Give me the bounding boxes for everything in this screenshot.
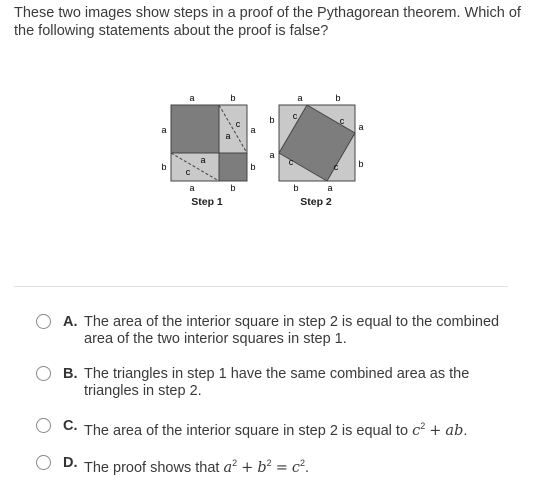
divider <box>14 286 508 287</box>
option-d-math-equals: = <box>275 459 288 476</box>
step1-top-label-b: b <box>230 93 236 103</box>
option-a-text: The area of the interior square in step 2 is equal to the combined area of the two interior squares in step 1. <box>84 314 500 347</box>
step1-right-label-b: b <box>250 162 256 172</box>
step2-right-label-b: b <box>358 159 364 169</box>
step2-top-label-b: b <box>335 93 341 103</box>
option-c-letter: C. <box>63 418 78 434</box>
option-d-math-exp-b: 2 <box>266 458 272 468</box>
option-d-math-exp-a: 2 <box>232 458 238 468</box>
option-c-math-plus: + <box>429 422 442 439</box>
step2-left-label-a: a <box>269 150 275 160</box>
step2-inner-label-c-3: c <box>288 157 294 167</box>
option-d-math-exp-c: 2 <box>300 458 306 468</box>
option-d-letter: D. <box>63 455 78 471</box>
step2-diagram <box>269 93 363 208</box>
option-c-math-ab: ab <box>445 422 464 439</box>
option-d-math-plus: + <box>241 459 254 476</box>
option-c-text-after: . <box>463 422 468 439</box>
step2-inner-label-c-4: c <box>333 162 339 172</box>
step1-diagram <box>161 93 255 208</box>
step2-top-label-a: a <box>297 93 303 103</box>
option-a-letter: A. <box>63 314 78 330</box>
option-c-text <box>84 418 504 440</box>
option-b-radio[interactable] <box>36 366 51 381</box>
step1-left-label-b: b <box>161 162 167 172</box>
option-c-math-exp: 2 <box>420 421 426 431</box>
option-b-letter: B. <box>63 366 78 382</box>
option-c-math-c: c <box>412 422 421 439</box>
option-a-radio[interactable] <box>36 314 51 329</box>
step1-top-label-a: a <box>189 93 195 103</box>
step1-square-b <box>219 153 247 181</box>
step1-bottom-label-a: a <box>189 183 195 193</box>
step2-bottom-label-b: b <box>293 183 299 193</box>
step1-inner-label-c-upper: c <box>235 119 241 129</box>
step1-inner-label-a-lower: a <box>200 155 206 165</box>
option-d-text-after: . <box>305 459 310 476</box>
option-d-text-before: The proof shows that <box>84 459 220 476</box>
step1-left-label-a: a <box>161 125 167 135</box>
step2-bottom-label-a: a <box>327 183 333 193</box>
option-d-radio[interactable] <box>36 455 51 470</box>
step1-caption: Step 1 <box>191 196 223 208</box>
step2-inner-label-c-1: c <box>292 111 298 121</box>
pythagorean-proof-figure <box>150 86 390 221</box>
option-b-text: The triangles in step 1 have the same combined area as the triangles in step 2. <box>84 366 470 399</box>
step1-square-a <box>171 105 219 153</box>
step1-bottom-label-b: b <box>230 183 236 193</box>
option-d-math-a: a <box>223 459 233 476</box>
option-d-math-c: c <box>291 459 300 476</box>
option-d-math-b: b <box>257 459 267 476</box>
option-d-text <box>84 455 504 477</box>
step1-right-label-a: a <box>250 125 256 135</box>
step2-inner-label-c-2: c <box>339 116 345 126</box>
step1-inner-label-c-lower: c <box>185 167 191 177</box>
step1-inner-label-a-upper: a <box>225 131 231 141</box>
step2-right-label-a: a <box>358 122 364 132</box>
step2-caption: Step 2 <box>300 196 332 208</box>
question-text: These two images show steps in a proof of the Pythagorean theorem. Which of the following statements about the proof is false? <box>14 5 521 39</box>
option-c-radio[interactable] <box>36 418 51 433</box>
step2-left-label-b: b <box>269 115 275 125</box>
option-c-text-before: The area of the interior square in step 2 is equal to <box>84 422 409 439</box>
